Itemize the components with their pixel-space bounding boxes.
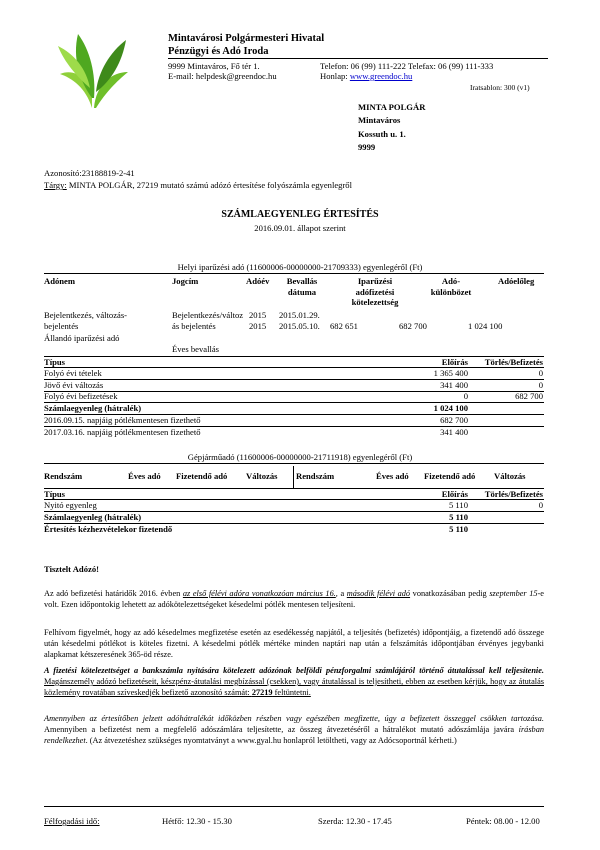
veh-col-valtozas-2: Változás	[494, 471, 526, 481]
row2-jogcim: Éves bevallás	[172, 344, 220, 354]
veh-summary1-torles: 0	[538, 500, 543, 510]
summary1-label: Folyó évi tételek	[44, 368, 102, 378]
due2-value: 341 400	[440, 427, 468, 437]
veh-col-rendszam-2: Rendszám	[296, 471, 335, 481]
summary-col-eloiras: Előírás	[441, 357, 468, 367]
p3-private: Magánszemély adózó befizetéseit	[44, 676, 157, 686]
row1-ev: 2015	[249, 310, 267, 320]
col-bevallas-datuma: Bevallás dátuma	[286, 276, 318, 297]
document-title: SZÁMLAEGYENLEG ÉRTESÍTÉS	[221, 209, 379, 220]
office-hours-wednesday: Szerda: 12.30 - 17.45	[318, 816, 392, 826]
row2-ev: 2015	[249, 321, 267, 331]
row2-adoeloleg: 1 024 100	[468, 321, 503, 331]
section2-title: Gépjárműadó (11600006-00000000-21711918) egyenlegéről (Ft)	[187, 452, 413, 462]
summary2-torles: 0	[538, 380, 543, 390]
col-kotelezettseg: Iparűzési adófizetési kötelezettség	[351, 276, 399, 308]
office-hours-label: Félfogadási idő:	[44, 816, 100, 826]
office-hours-friday: Péntek: 08.00 - 12.00	[466, 816, 540, 826]
recipient-name: MINTA POLGÁR	[358, 102, 426, 112]
web-label: Honlap:	[320, 71, 348, 81]
p3-payer-id: 27219	[251, 687, 273, 697]
veh-due-value: 5 110	[449, 524, 468, 534]
summary-col-torles: Törlés/Befizetés	[484, 357, 543, 367]
col-adoeloleg: Adóelőleg	[498, 276, 535, 286]
col-kulonbozet: Adó-különbözet	[430, 276, 472, 297]
col-adonem: Adónem	[44, 276, 76, 286]
row1-adonem: Bejelentkezés, változás-bejelentés	[44, 310, 128, 331]
section1-title: Helyi iparűzési adó (11600006-00000000-21709333) egyenlegéről (Ft)	[177, 262, 423, 272]
balance-label: Számlaegyenleg (hátralék)	[44, 403, 142, 413]
org-department: Pénzügyi és Adó Iroda	[168, 46, 269, 57]
section2-summary-rule	[44, 488, 544, 489]
veh-summary-col-eloiras: Előírás	[441, 489, 468, 499]
form-code: Iratsablon: 300 (v1)	[470, 83, 530, 92]
p1-first-deadline: az első félévi adóra vonatkozóan március 16.	[182, 589, 336, 598]
paragraph-late-fee: Felhívom figyelmét, hogy az adó késedelmes megfizetése esetén az esedékesség napjától, a teljesítés (befizetés) időpontjáig, a fizetendő adó összege után késedelmi pótlékot is köteles fizetni. A késedelmi pótlék mértéke minden naptári nap után a felszámítás időpontjában érvényes jegybanki alapkamat kétszeresének 365-öd része.	[44, 628, 544, 659]
veh-col-eves-ado-2: Éves adó	[376, 471, 409, 481]
p4-text: Amennyiben a befizetést nem a megfelelő adószámlára teljesítette, az összeg átvezetéséről a hátralékot mutató adószámlája javára	[44, 724, 519, 734]
col-jogcim: Jogcím	[172, 276, 199, 286]
row2-kulonbozet: 682 700	[399, 321, 427, 331]
org-web	[320, 71, 412, 82]
row1-datum: 2015.01.29.	[279, 310, 320, 320]
row2-adonem: Állandó iparűzési adó	[44, 333, 120, 343]
summary-col-tipus: Típus	[44, 357, 66, 367]
section1-top-rule	[44, 273, 544, 274]
due1-label: 2016.09.15. napjáig pótlékmentesen fizethető	[44, 415, 201, 425]
veh-summary-col-torles: Törlés/Befizetés	[484, 489, 543, 499]
org-name: Mintavárosi Polgármesteri Hivatal	[168, 33, 325, 44]
summary1-eloiras: 1 365 400	[433, 368, 468, 378]
row2-kotelezettseg: 682 651	[330, 321, 358, 331]
org-phone: Telefon: 06 (99) 111-222 Telefax: 06 (99) 111-333	[320, 61, 494, 71]
col-adoev: Adóév	[246, 276, 270, 286]
recipient-city: Mintaváros	[358, 115, 401, 126]
veh-summary1-eloiras: 5 110	[448, 500, 468, 510]
veh-header-rule	[44, 499, 544, 500]
summary2-eloiras: 341 400	[440, 380, 468, 390]
org-address: 9999 Mintaváros, Fő tér 1.	[168, 61, 260, 71]
veh-due-label: Értesítés kézhezvételekor fizetendő	[44, 524, 173, 534]
summary-row-rule	[44, 391, 544, 392]
due2-label: 2017.03.16. napjáig pótlékmentesen fizethető	[44, 427, 201, 437]
website-link[interactable]: www.greendoc.hu	[349, 71, 413, 81]
p1-text: -e volt. Ezen időpontokig lehetett az adókötelezettségeket késedelmi pótlék mentesen teljesíteni.	[44, 589, 544, 609]
veh-summary1-label: Nyitó egyenleg	[44, 500, 97, 510]
veh-col-rendszam: Rendszám	[44, 471, 83, 481]
paragraph-deadlines	[44, 589, 544, 611]
balance-value: 1 024 100	[433, 403, 468, 413]
due1-value: 682 700	[440, 415, 468, 425]
p3-text: , készpénz-átutalási megbízással (csekken), vagy átutalással is teljesítheti, ebben az esetben kérjük, hogy az átutalás közlemény rovatában szíveskedjék befizető azonosító számát:	[44, 676, 544, 697]
section2-top-rule	[44, 463, 544, 464]
footer-rule	[44, 806, 544, 807]
p4-italic-2: írásban rendelkezhet	[44, 724, 544, 745]
veh-balance-value: 5 110	[449, 512, 468, 522]
summary2-label: Jövő évi változás	[44, 380, 104, 390]
org-email: E-mail: helpdesk@greendoc.hu	[168, 71, 277, 81]
p1-text: vonatkozásában pedig	[410, 589, 490, 598]
header-divider	[168, 58, 548, 59]
summary1-torles: 0	[538, 368, 543, 378]
p1-second-half: második félévi adó	[346, 589, 411, 598]
recipient-block	[358, 101, 425, 154]
greeting: Tisztelt Adózó!	[44, 564, 99, 574]
section1-summary-rule	[44, 356, 544, 357]
office-hours-monday: Hétfő: 12.30 - 15.30	[162, 816, 232, 826]
paragraph-transfer	[44, 714, 544, 747]
p1-text: , a	[335, 589, 347, 598]
p4-italic: Amennyiben az értesítőben jelzett adóhátralékát időközben részben vagy egészében megfizette, úgy a befizetett összeggel csökken tartozása.	[44, 714, 544, 723]
summary3-label: Folyó évi befizetések	[44, 391, 118, 401]
summary3-eloiras: 0	[463, 391, 468, 401]
paragraph-payment	[44, 666, 544, 699]
recipient-zip: 9999	[358, 141, 376, 152]
vehicle-column-divider	[293, 466, 294, 488]
p4-text: . (Az átvezetéshez szükséges nyomtatványt a www.gyal.hu honlapról letöltheti, vagy az Adócsoportnál kérheti.)	[85, 735, 457, 745]
leaf-logo-icon	[52, 28, 132, 110]
p3-bank-rule: A fizetési kötelezettséget a bankszámla nyitására kötelezett adózónak belföldi pénzforgalmi számlájáról történő átutalással kell teljesítenie.	[44, 666, 544, 675]
document-subtitle: 2016.09.01. állapot szerint	[254, 223, 346, 233]
summary-header-rule	[44, 367, 544, 368]
p3-text: feltüntetni.	[272, 687, 311, 697]
summary3-torles: 682 700	[515, 391, 543, 401]
summary-row-rule	[44, 379, 544, 380]
subject-line	[44, 180, 352, 191]
veh-col-valtozas: Változás	[246, 471, 278, 481]
taxpayer-id: Azonosító:23188819-2-41	[44, 168, 135, 178]
subject-label: Tárgy:	[44, 180, 67, 190]
veh-col-fizetendo-2: Fizetendő adó	[424, 471, 476, 481]
veh-balance-label: Számlaegyenleg (hátralék)	[44, 512, 142, 522]
veh-summary-col-tipus: Típus	[44, 489, 66, 499]
p1-second-deadline: szeptember 15	[489, 589, 538, 598]
recipient-street: Kossuth u. 1.	[358, 128, 406, 139]
subject-text: MINTA POLGÁR, 27219 mutató számú adózó értesítése folyószámla egyenlegről	[66, 180, 352, 190]
row2-datum: 2015.05.10.	[279, 321, 320, 331]
p1-text: Az adó befizetési határidők 2016. évben	[44, 589, 183, 598]
veh-col-eves-ado: Éves adó	[128, 471, 161, 481]
veh-col-fizetendo: Fizetendő adó	[176, 471, 228, 481]
row1-jogcim: Bejelentkezés/változás bejelentés	[172, 310, 244, 331]
